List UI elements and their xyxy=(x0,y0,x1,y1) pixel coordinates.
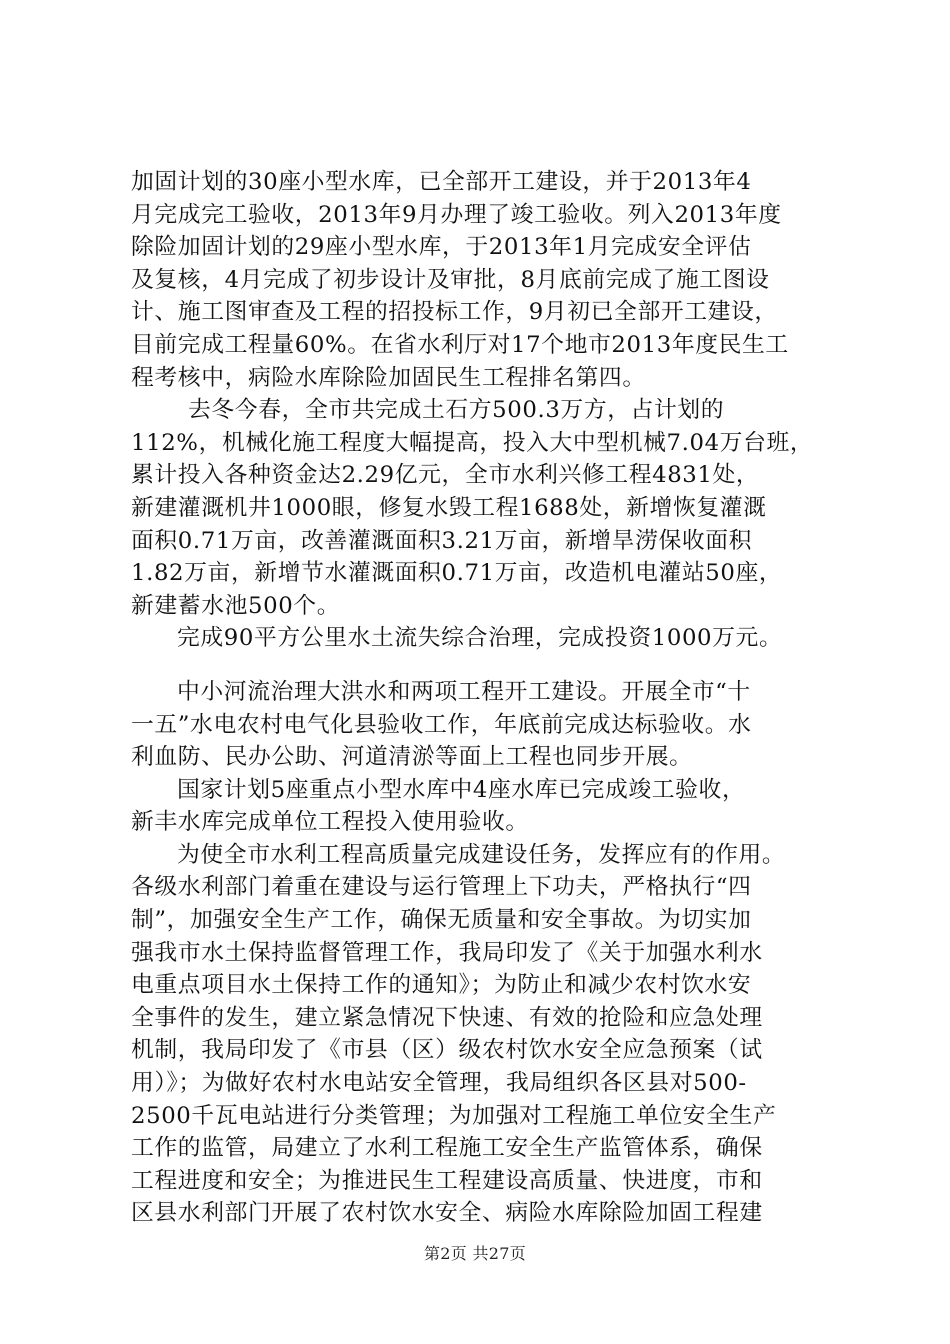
text-line: 新丰水库完成单位工程投入使用验收。 xyxy=(131,809,529,836)
text-line: 工作的监管，局建立了水利工程施工安全生产监管体系，确保 xyxy=(131,1135,763,1162)
text-line: 强我市水土保持监督管理工作，我局印发了《关于加强水利水 xyxy=(131,939,763,966)
text-line: 除险加固计划的29座小型水库，于2013年1月完成安全评估 xyxy=(131,234,752,261)
text-line: 用）》；为做好农村水电站安全管理，我局组织各区县对500- xyxy=(131,1070,747,1097)
text-line: 112%，机械化施工程度大幅提高，投入大中型机械7.04万台班， xyxy=(131,429,814,456)
text-line: 加固计划的30座小型水库，已全部开工建设，并于2013年4 xyxy=(131,169,752,195)
text-line: 各级水利部门着重在建设与运行管理上下功夫，严格执行“四 xyxy=(131,874,752,901)
paragraph-start-line: 国家计划5座重点小型水库中4座水库已完成竣工验收， xyxy=(177,776,746,803)
paragraph-start-line: 为使全市水利工程高质量完成建设任务，发挥应有的作用。 xyxy=(177,841,786,868)
text-line: 机制，我局印发了《市县（区）级农村饮水安全应急预案（试 xyxy=(131,1037,763,1064)
page-number-footer: 第2页 共27页 xyxy=(423,1244,527,1263)
document-body xyxy=(131,166,850,1230)
text-line: 2500千瓦电站进行分类管理；为加强对工程施工单位安全生产 xyxy=(131,1102,777,1129)
text-line: 全事件的发生，建立紧急情况下快速、有效的抢险和应急处理 xyxy=(131,1004,763,1031)
paragraph-gap xyxy=(131,655,850,676)
text-line: 月完成完工验收，2013年9月办理了竣工验收。列入2013年度 xyxy=(131,201,782,228)
text-line: 目前完成工程量60%。在省水利厅对17个地市2013年度民生工 xyxy=(131,331,789,358)
text-line: 及复核，4月完成了初步设计及审批，8月底前完成了施工图设 xyxy=(131,266,770,293)
text-line: 工程进度和安全；为推进民生工程建设高质量、快进度，市和 xyxy=(131,1167,763,1194)
paragraph-start-line: 去冬今春，全市共完成土石方500.3万方，占计划的 xyxy=(188,397,725,424)
text-line: 1.82万亩，新增节水灌溉面积0.71万亩，改造机电灌站50座， xyxy=(131,560,783,587)
text-line: 新建灌溉机井1000眼，修复水毁工程1688处，新增恢复灌溉 xyxy=(131,494,767,521)
paragraph-start-line: 完成90平方公里水土流失综合治理，完成投资1000万元。 xyxy=(177,625,783,652)
paragraph-start-line: 中小河流治理大洪水和两项工程开工建设。开展全市“十 xyxy=(177,678,751,705)
text-line: 面积0.71万亩，改善灌溉面积3.21万亩，新增旱涝保收面积 xyxy=(131,527,753,554)
text-line: 计、施工图审查及工程的招投标工作，9月初已全部开工建设， xyxy=(131,299,778,326)
text-line: 一五”水电农村电气化县验收工作，年底前完成达标验收。水 xyxy=(131,711,752,738)
text-line: 利血防、民办公助、河道清淤等面上工程也同步开展。 xyxy=(131,744,693,771)
text-line: 程考核中，病险水库除险加固民生工程排名第四。 xyxy=(131,364,646,391)
text-line: 新建蓄水池500个。 xyxy=(131,592,341,619)
text-line: 累计投入各种资金达2.29亿元，全市水利兴修工程4831处， xyxy=(131,462,760,489)
text-line: 区县水利部门开展了农村饮水安全、病险水库除险加固工程建 xyxy=(131,1200,763,1227)
text-line: 电重点项目水土保持工作的通知》；为防止和减少农村饮水安 xyxy=(131,972,752,999)
text-line: 制”，加强安全生产工作，确保无质量和安全事故。为切实加 xyxy=(131,907,752,934)
